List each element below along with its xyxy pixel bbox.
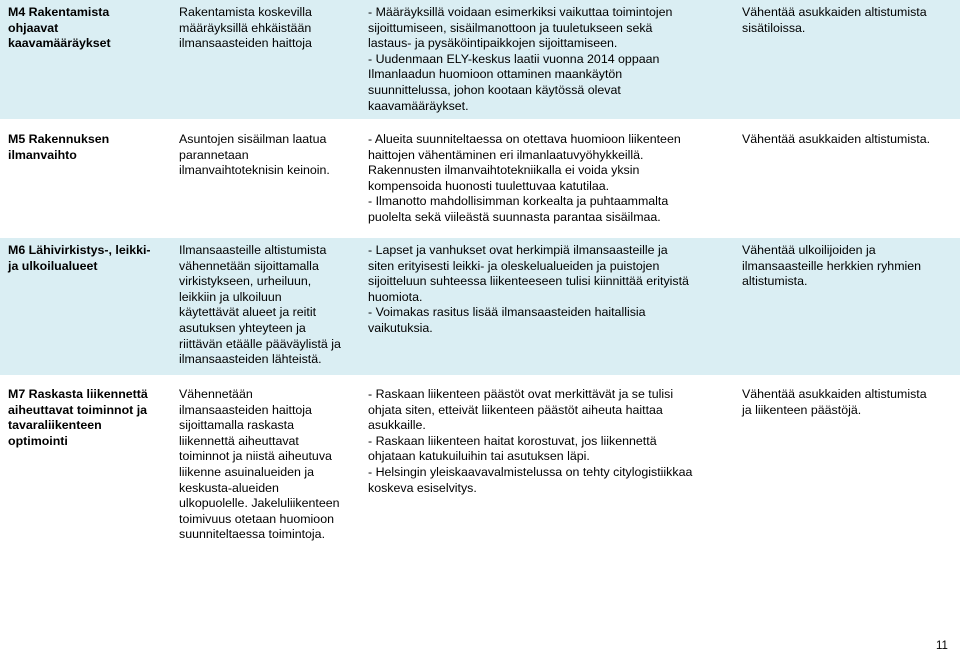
table-row	[0, 382, 960, 552]
effect-text: Vähentää asukkaiden altistumista.	[742, 132, 931, 146]
objective-cell	[171, 238, 360, 375]
description-cell	[360, 127, 734, 229]
measure-text: M7 Raskasta liikennettä	[8, 387, 148, 401]
description-text: puolelta sekä viileästä suunnasta parantaa sisäilmaa.	[368, 209, 661, 224]
objective-text: ilmansaasteiden haittoja	[179, 36, 312, 51]
measure-text: M4 Rakentamista	[8, 5, 110, 19]
effect-cell	[734, 0, 960, 119]
objective-cell	[171, 382, 360, 552]
description-text: huomiota.	[368, 289, 423, 304]
effect-text: Vähentää ulkoilijoiden ja	[742, 243, 876, 257]
measure-text: tavaraliikenteen	[8, 418, 102, 433]
objective-text: ilmanvaihtoteknisin keinoin.	[179, 163, 330, 178]
page-number: 11	[936, 640, 948, 652]
description-text: Rakennusten ilmanvaihtotekniikalla ei voida yksin	[368, 163, 640, 178]
description-text: kaavamääräykset.	[368, 98, 469, 113]
objective-text: Rakentamista koskevilla	[179, 5, 312, 19]
objective-text: ulkopuolelle. Jakeluliikenteen	[179, 496, 340, 511]
effect-text: Vähentää asukkaiden altistumista	[742, 5, 927, 19]
effect-text: altistumista.	[742, 274, 808, 289]
description-text: - Raskaan liikenteen haitat korostuvat, jos liikennettä	[368, 433, 657, 448]
description-text: ohjataan katukuiluihin tai asutuksen läpi.	[368, 449, 590, 464]
table-row	[0, 0, 960, 119]
description-text: suunnittelussa, johon kootaan käytössä olevat	[368, 82, 621, 97]
description-text: Ilmanlaadun huomioon ottaminen maankäytön	[368, 67, 623, 82]
objective-text: käytettävät alueet ja reitit	[179, 305, 317, 320]
objective-text: ilmansaasteiden haittoja	[179, 402, 312, 417]
description-text: asukkaille.	[368, 418, 426, 433]
description-text: - Raskaan liikenteen päästöt ovat merkittävät ja se tulisi	[368, 387, 674, 401]
measure-text: optimointi	[8, 433, 68, 448]
measure-cell	[0, 238, 171, 375]
description-text: sijoittumiseen, sisäilmanottoon ja tuuletukseen sekä	[368, 20, 653, 35]
description-text: lastaus- ja pysäköintipaikkojen sijoittamiseen.	[368, 36, 618, 51]
measure-text: ohjaavat	[8, 20, 59, 35]
measure-text: M5 Rakennuksen	[8, 132, 110, 146]
description-cell	[360, 0, 734, 119]
description-text: - Helsingin yleiskaavavalmistelussa on tehty citylogistiikkaa	[368, 464, 693, 479]
objective-text: toimivuus otetaan huomioon	[179, 511, 334, 526]
objective-text: suunniteltaessa toimintoja.	[179, 527, 326, 542]
objective-cell	[171, 127, 360, 229]
measure-text: aiheuttavat toiminnot ja	[8, 402, 148, 417]
effect-text: Vähentää asukkaiden altistumista	[742, 387, 927, 401]
objective-text: liikennettä aiheuttavat	[179, 433, 299, 448]
description-text: vaikutuksia.	[368, 320, 433, 335]
description-text: haittojen vähentäminen eri ilmanlaatuvyöhykkeillä.	[368, 147, 644, 162]
measure-text: kaavamääräykset	[8, 36, 111, 51]
effect-text: sisätiloissa.	[742, 20, 806, 35]
objective-text: toiminnot ja niistä aiheutuva	[179, 449, 332, 464]
table-row	[0, 238, 960, 375]
objective-text: riittävän etäälle pääväylistä ja	[179, 336, 341, 351]
measure-text: ilmanvaihto	[8, 147, 77, 162]
objective-text: vähennetään sijoittamalla	[179, 258, 319, 273]
objective-text: Asuntojen sisäilman laatua	[179, 132, 327, 146]
objective-text: virkistykseen, urheiluun,	[179, 274, 312, 289]
objective-text: liikenne asuinalueiden ja	[179, 464, 315, 479]
objective-text: keskusta-alueiden	[179, 480, 279, 495]
effect-cell	[734, 382, 960, 552]
objective-text: ilmansaasteiden lähteistä.	[179, 352, 322, 367]
description-text: - Voimakas rasitus lisää ilmansaasteiden haitallisia	[368, 305, 646, 320]
description-text: kompensoida huonosti tuulettuvaa katutilaa.	[368, 178, 610, 193]
description-text: ohjata siten, etteivät liikenteen päästöt aiheuta haittaa	[368, 402, 663, 417]
objective-text: Ilmansaasteille altistumista	[179, 243, 327, 257]
effect-cell	[734, 238, 960, 375]
objective-text: Vähennetään	[179, 387, 253, 401]
objective-text: asutuksen yhteyteen ja	[179, 320, 306, 335]
description-text: sijoitteluun suhteessa liikenteeseen tulisi kiinnittää erityistä	[368, 274, 689, 289]
measure-cell	[0, 127, 171, 229]
description-text: - Määräyksillä voidaan esimerkiksi vaikuttaa toimintojen	[368, 5, 673, 19]
objective-text: parannetaan	[179, 147, 249, 162]
description-text: - Lapset ja vanhukset ovat herkimpiä ilmansaasteille ja	[368, 243, 668, 257]
measure-text: M6 Lähivirkistys-, leikki-	[8, 243, 151, 257]
measure-text: ja ulkoilualueet	[8, 258, 98, 273]
objective-cell	[171, 0, 360, 119]
description-text: - Ilmanotto mahdollisimman korkealta ja puhtaammalta	[368, 194, 669, 209]
effect-cell	[734, 127, 960, 229]
description-text: siten erityisesti leikki- ja oleskelualueiden ja puistojen	[368, 258, 660, 273]
table-row	[0, 127, 960, 229]
description-text: koskeva esiselvitys.	[368, 480, 477, 495]
effect-text: ilmansaasteille herkkien ryhmien	[742, 258, 922, 273]
objective-text: leikkiin ja ulkoiluun	[179, 289, 282, 304]
description-cell	[360, 238, 734, 375]
objective-text: sijoittamalla raskasta	[179, 418, 295, 433]
description-cell	[360, 382, 734, 552]
objective-text: määräyksillä ehkäistään	[179, 20, 312, 35]
description-text: - Uudenmaan ELY-keskus laatii vuonna 2014 oppaan	[368, 51, 660, 66]
description-text: - Alueita suunniteltaessa on otettava huomioon liikenteen	[368, 132, 681, 146]
effect-text: ja liikenteen päästöjä.	[742, 402, 862, 417]
measure-cell	[0, 0, 171, 119]
measure-cell	[0, 382, 171, 552]
